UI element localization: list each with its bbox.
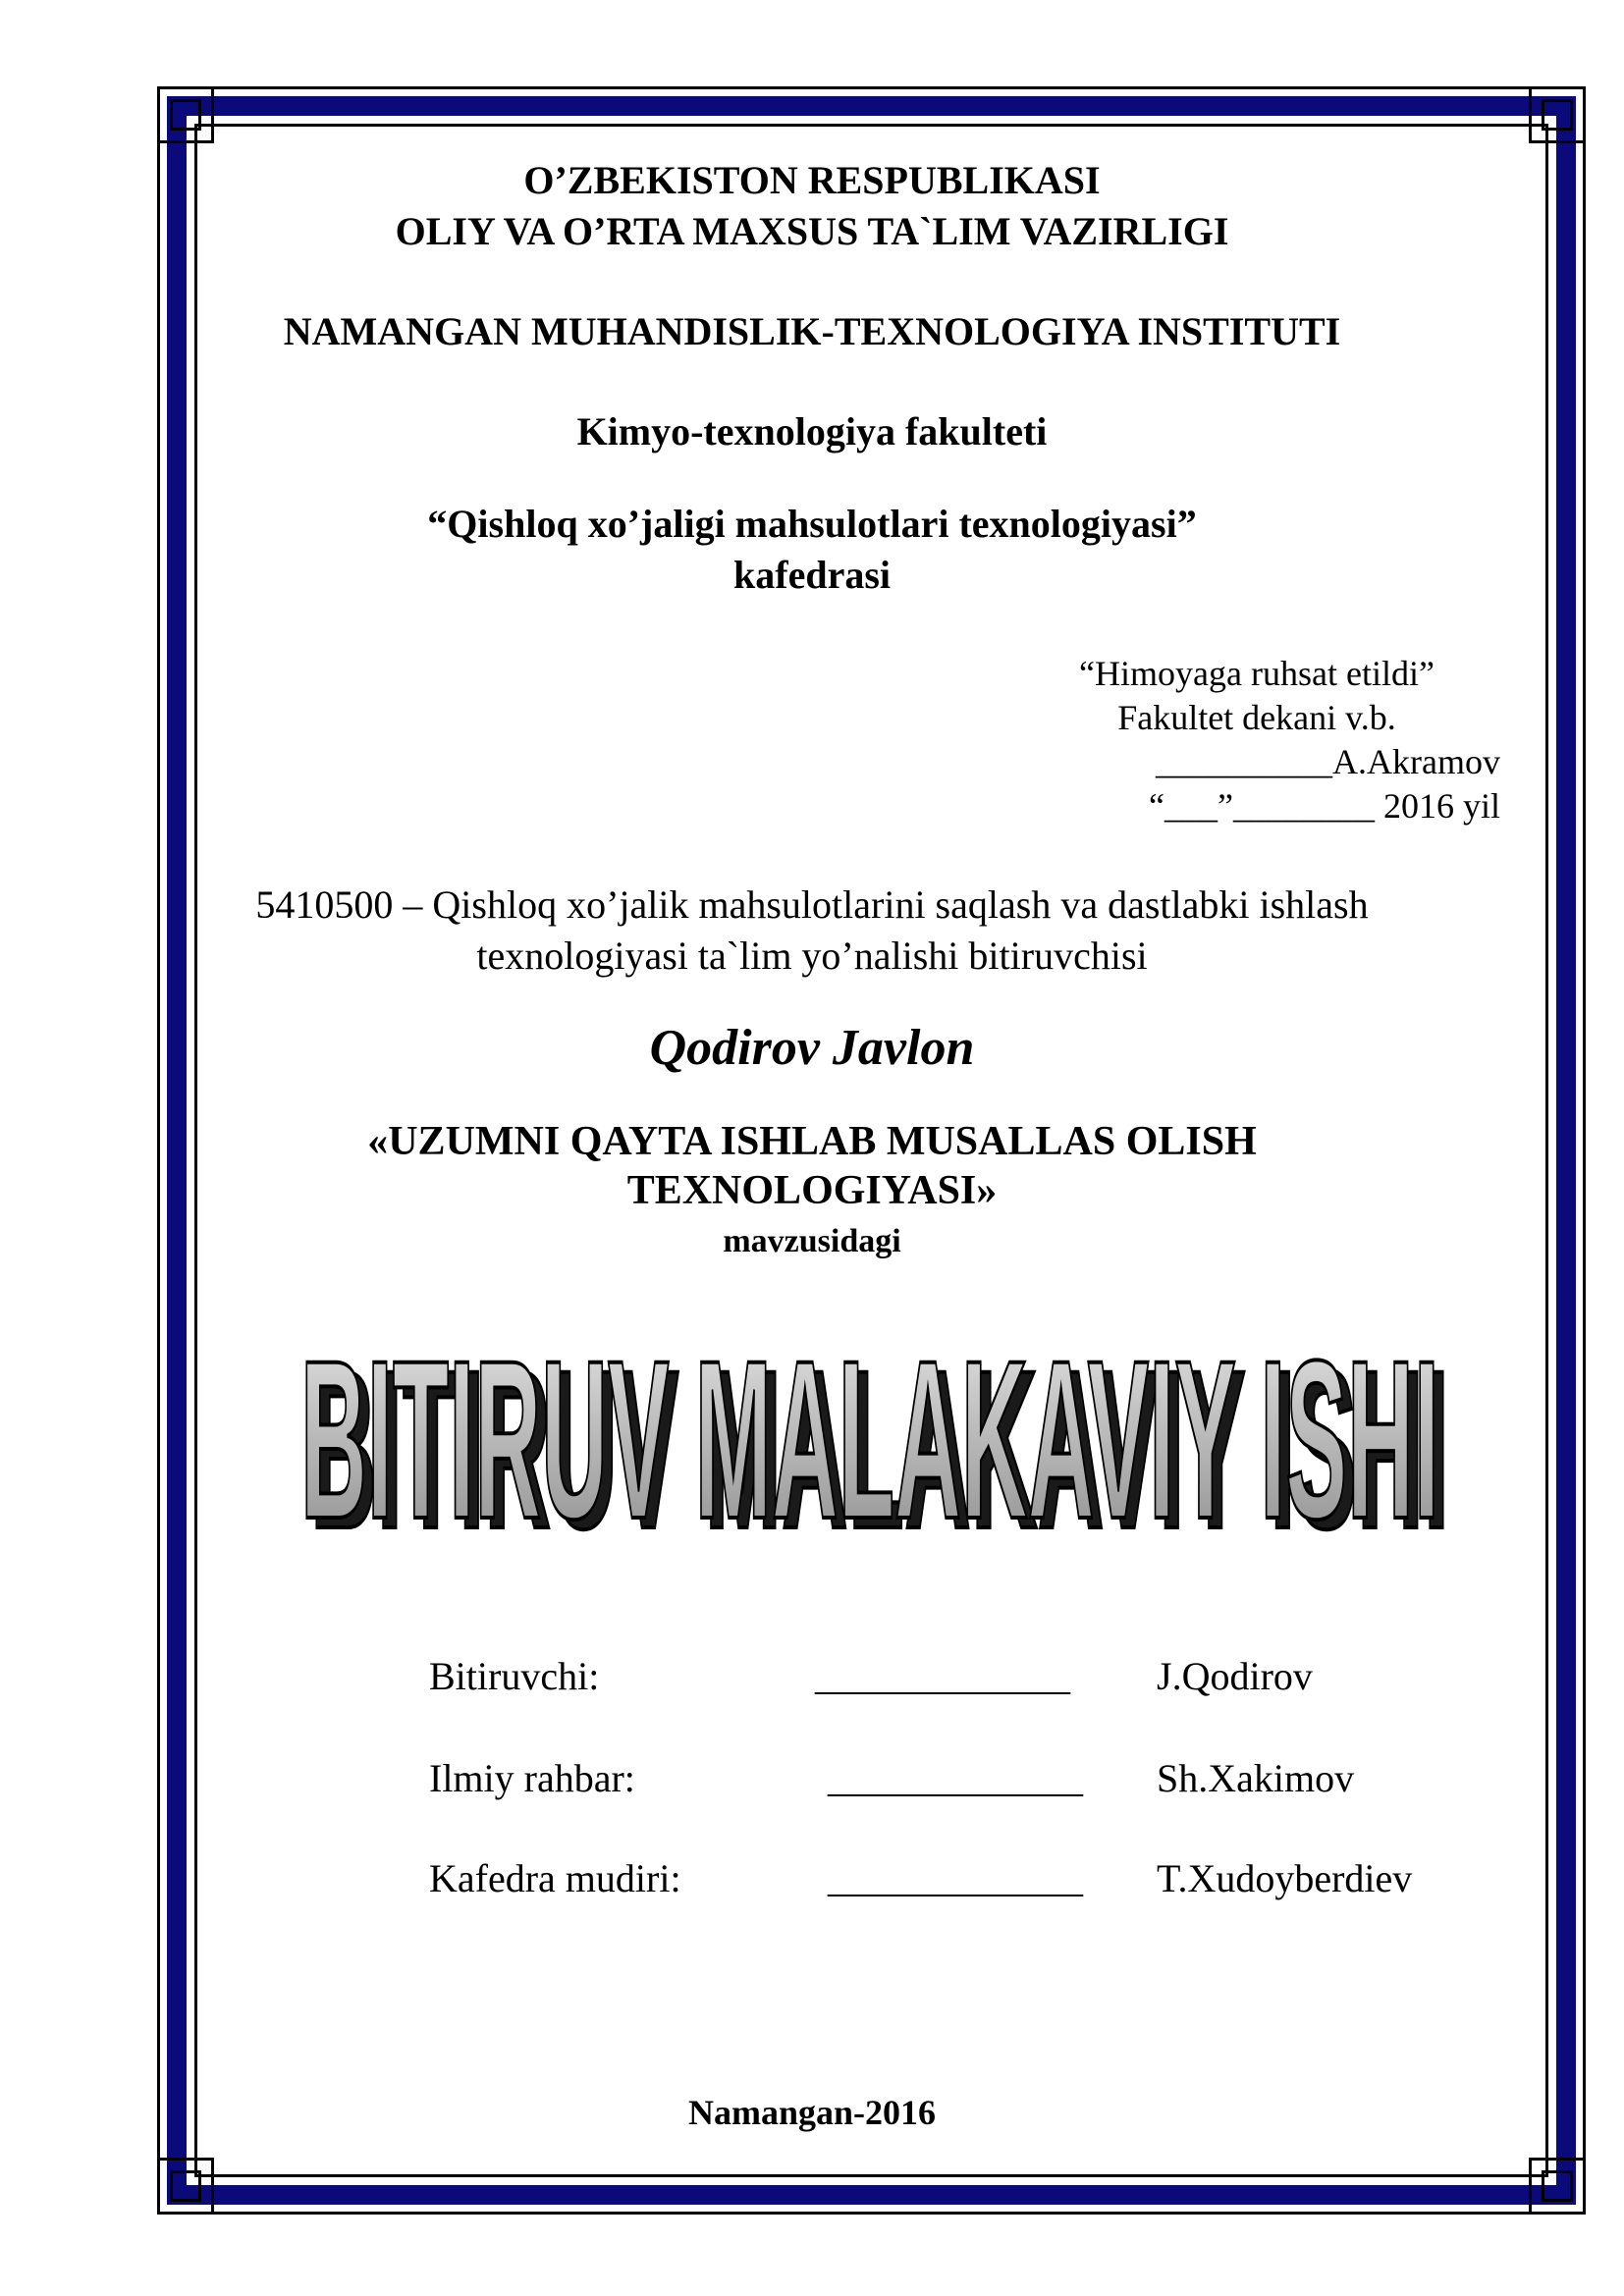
wordart-title (285, 1276, 1463, 1571)
frame-corner-bottom-left (157, 2158, 214, 2215)
specialty-text (0, 880, 1624, 982)
approval-line-2: Fakultet dekani v.b. (1117, 698, 1396, 737)
frame-corner-top-left (157, 86, 214, 143)
frame-corner-bottom-right (1529, 2158, 1586, 2215)
institute-name: NAMANGAN MUHANDISLIK-TEXNOLOGIYA INSTITUTI (283, 309, 1341, 353)
topic-suffix: mavzusidagi (723, 1223, 901, 1259)
approval-block (982, 652, 1532, 828)
signature-line: _____________ (828, 1756, 1083, 1800)
signature-role: Bitiruvchi: (429, 1654, 600, 1698)
topic-line-1: «UZUMNI QAYTA ISHLAB MUSALLAS OLISH (367, 1119, 1257, 1164)
approval-line-1: “Himoyaga ruhsat etildi” (1079, 654, 1435, 693)
thesis-topic (0, 1117, 1624, 1215)
ministry-line-2: OLIY VA O’RTA MAXSUS TA`LIM VAZIRLIGI (395, 209, 1229, 253)
signature-name: J.Qodirov (1157, 1654, 1313, 1698)
city-year: Namangan-2016 (687, 2093, 937, 2132)
signature-row-supervisor (0, 1749, 1624, 1808)
signature-role: Kafedra mudiri: (429, 1856, 681, 1900)
approval-line-3: __________A.Akramov (1156, 742, 1500, 781)
ministry-line-1: O’ZBEKISTON RESPUBLIKASI (523, 158, 1101, 202)
faculty-name: Kimyo-texnologiya fakulteti (576, 409, 1048, 454)
wordart-face-text: BITIRUV MALAKAVIY ISHI (300, 1313, 1439, 1566)
signature-row-graduate (0, 1647, 1624, 1706)
ministry-heading (0, 155, 1624, 257)
department-line-2: kafedrasi (733, 553, 891, 597)
approval-line-4: “___”________ 2016 yil (1149, 786, 1500, 826)
signature-line: _____________ (828, 1856, 1083, 1900)
frame-corner-top-right (1529, 86, 1586, 143)
department-name (0, 499, 1624, 601)
student-name: Qodirov Javlon (649, 1020, 975, 1076)
signature-role: Ilmiy rahbar: (429, 1756, 635, 1800)
signature-line: _____________ (815, 1654, 1070, 1698)
topic-line-2: TEXNOLOGIYASI» (626, 1168, 998, 1213)
signature-name: Sh.Xakimov (1157, 1756, 1355, 1800)
specialty-line-1: 5410500 – Qishloq xo’jalik mahsulotlarini saqlash va dastlabki ishlash (255, 882, 1369, 927)
signature-row-head-of-department (0, 1849, 1624, 1908)
wordart-shadow-text: BITIRUV MALAKAVIY ISHI (310, 1323, 1449, 1571)
specialty-line-2: texnologiyasi ta`lim yo’nalishi bitiruvchisi (476, 934, 1148, 978)
signature-name: T.Xudoyberdiev (1157, 1856, 1413, 1900)
department-line-1: “Qishloq xo’jaligi mahsulotlari texnologiyasi” (427, 502, 1197, 546)
